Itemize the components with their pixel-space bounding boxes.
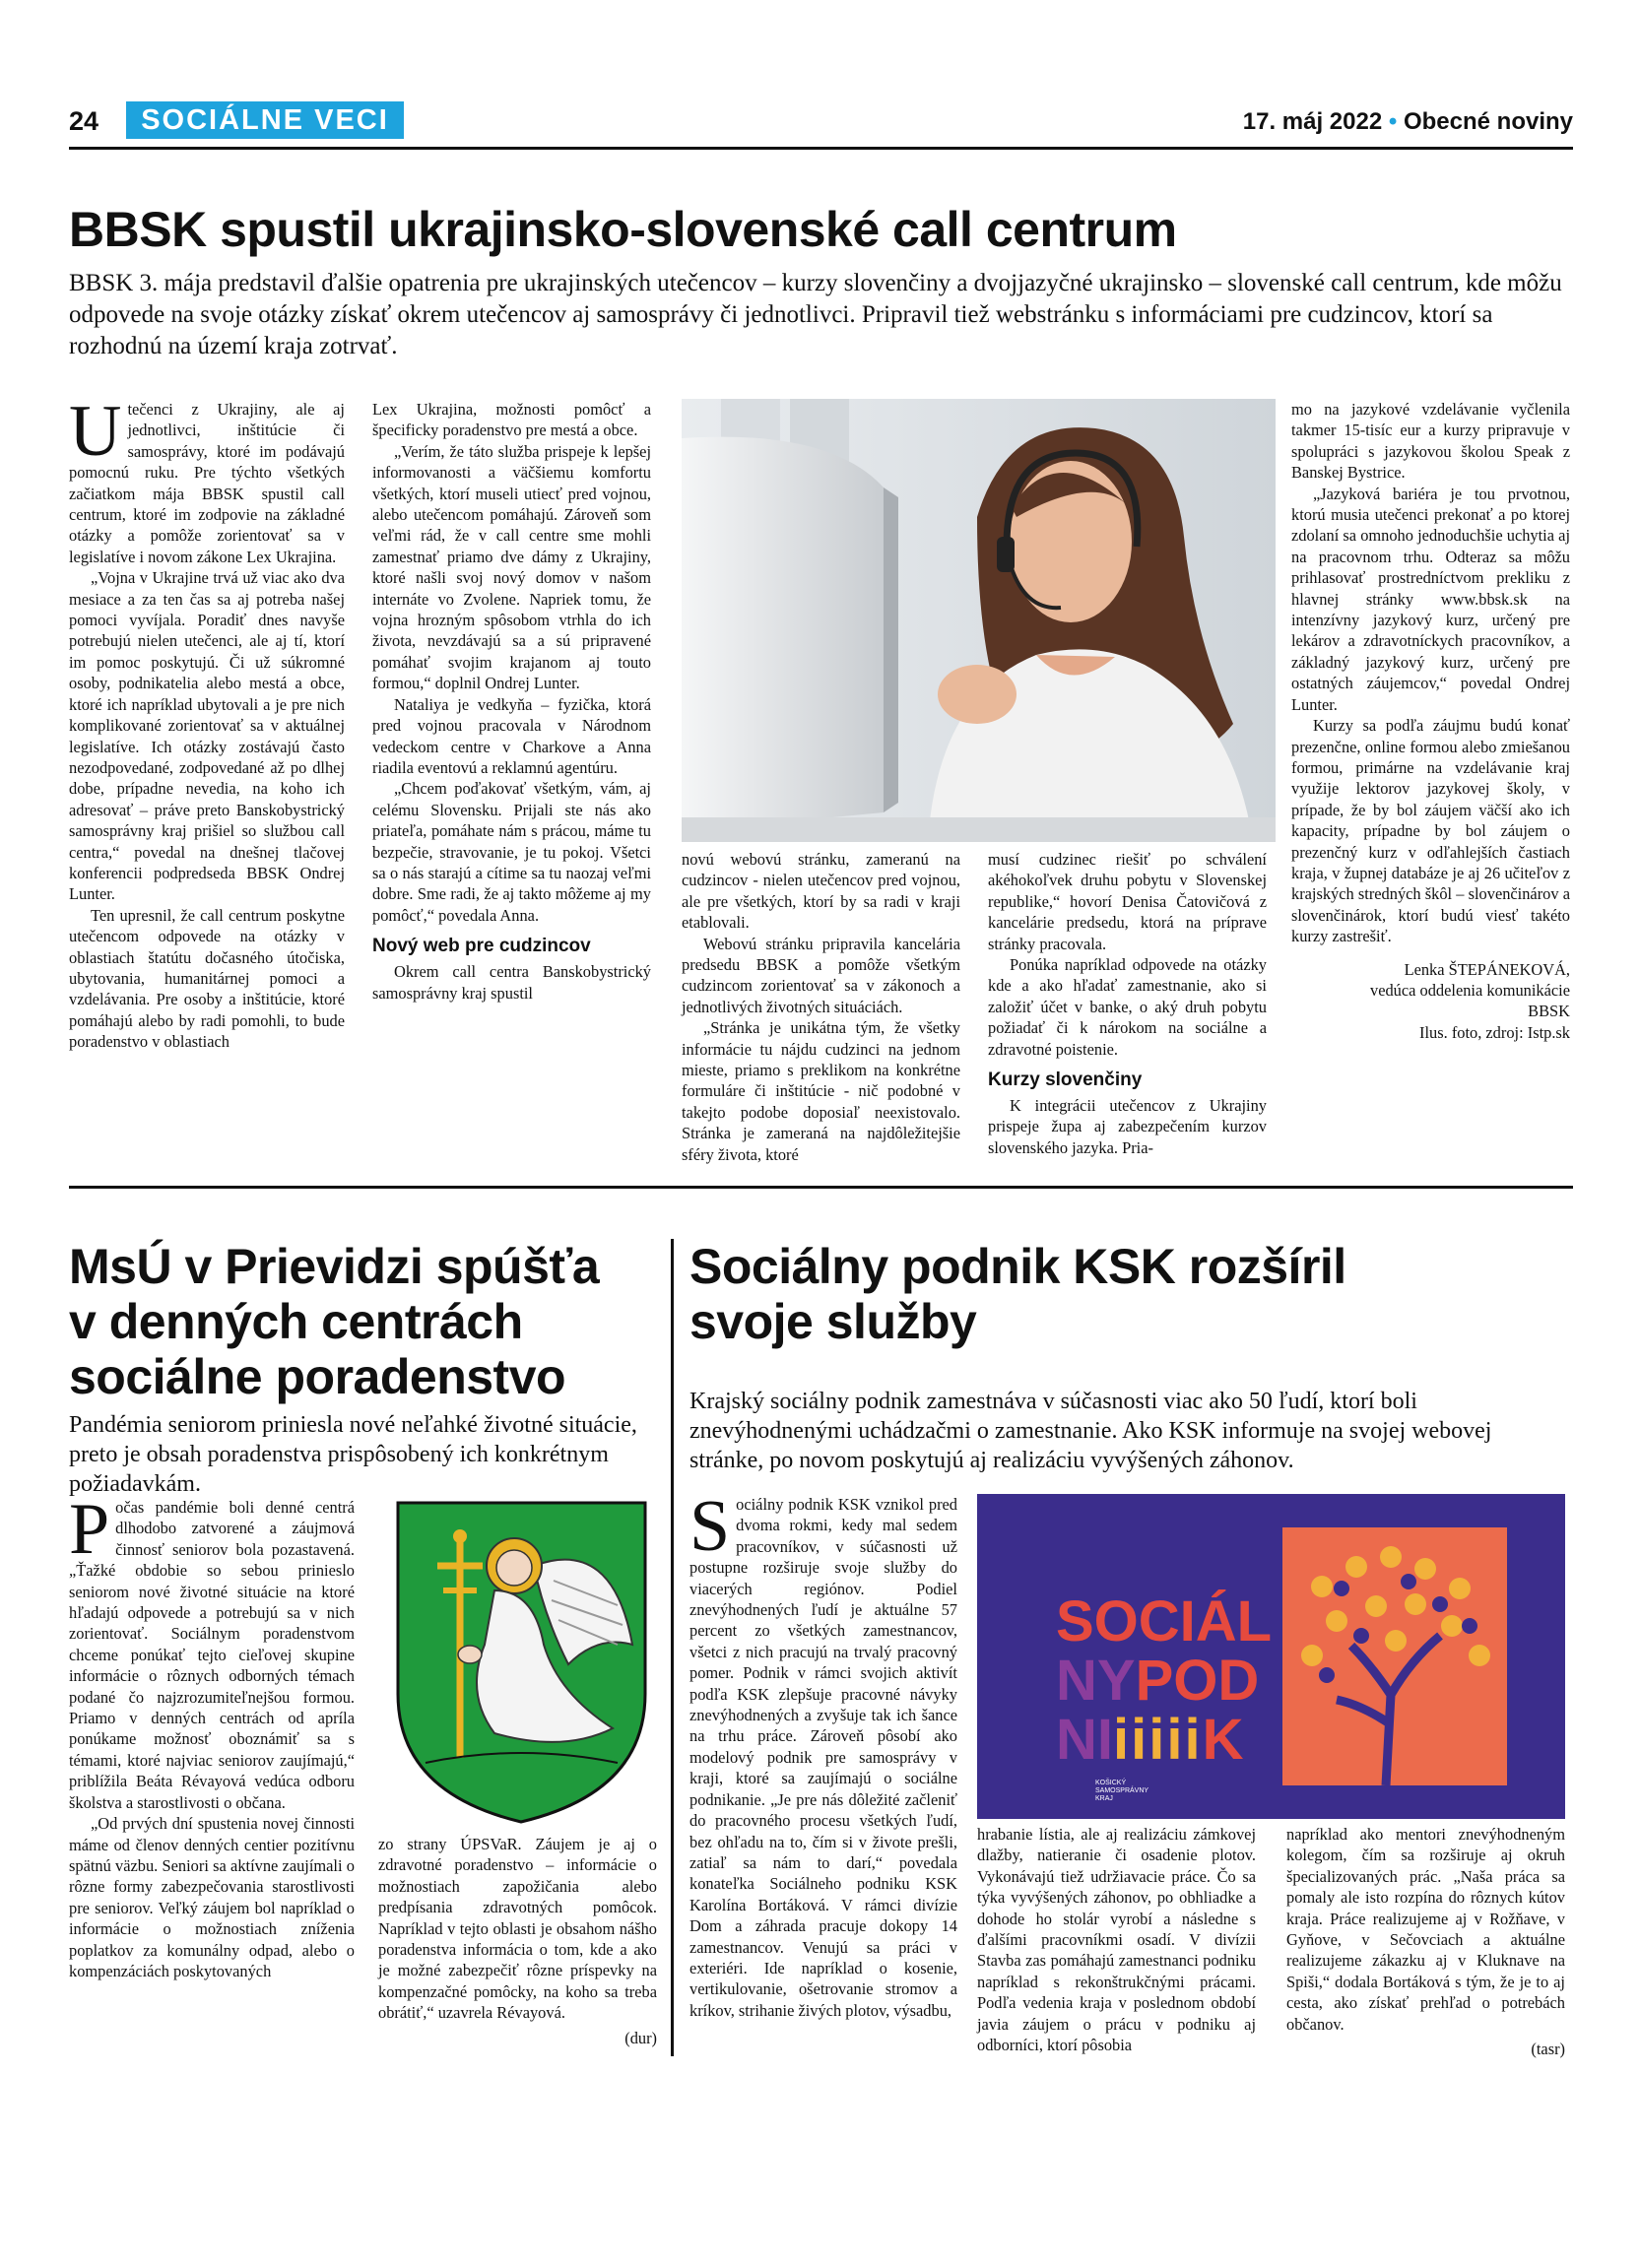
paragraph: ociálny podnik KSK vznikol pred dvoma rokmi, kedy mal sedem pracovníkov, v súčasnosti už postupne rozširuje svoje služby do viacerých regiónov. Podiel znevýhodnených ľudí je aktuálne 57 percent zo všetkých zamestnancov, všetci z nich pracujú na trvalý pracovný pomer. Podnik v rámci svojich aktivít podľa KSK zlepšuje pracovné návyky znevýhodnených a zvyšuje tak ich šance na trhu práce. Zároveň pôsobí ako modelový podnik pre samosprávy v kraji, ktoré sa zaujímajú o sociálne podnikanie. „Je pre nás dôležité začleniť do pracovného procesu všetkých ľudí, bez ohľadu na to, čím si v živote prešli, zatiaľ sa nám to darí,“ povedala konateľka Sociálneho podniku KSK Karolína Bortáková. V rámci divízie Dom a záhrada pracuje dokopy 14 zamestnancov. Venujú sa práci v exteriéri. Ide napríklad o kosenie, vertikulovanie, ošetrovanie stromov a kríkov, strihanie živých plotov, výsadbu,: [689, 1495, 957, 2020]
paragraph: „Stránka je unikátna tým, že všetky informácie tu nájdu cudzinci na jednom mieste, priamo s preklikom na konkrétne formuláre či inštitúcie - nič podobné v takejto podobe doposiaľ neexistovalo. Stránka je zameraná na najdôležitejšie sféry života, ktoré: [682, 1018, 960, 1164]
paragraph: „Verím, že táto služba prispeje k lepšej informovanosti a väčšiemu komfortu všetkých, ktorí museli utiecť pred vojnou, alebo utečencom pomáhajú. Zároveň som veľmi rád, že v call centre sme mohli zamestnať priamo dve dámy z Ukrajiny, ktoré našli svoj nový domov v našom internáte vo Zvolene. Napriek tomu, že vojna hrozným spôsobom vtrhla do ich života, nevzdávajú sa a sú pripravené pomáhať svojim krajanom aj touto formou,“ doplnil Ondrej Lunter.: [372, 441, 651, 693]
logo-line: SOCIÁL: [1056, 1589, 1273, 1653]
paragraph: tečenci z Ukrajiny, ale aj jednotlivci, inštitúcie či samosprávy, ktoré im podávajú pomocnú ruku. Pre týchto všetkých začiatkom mája BBSK spustil call centrum, ktoré im zodpovie na základné otázky a pomôže zorientovať sa v legislatíve i novom zákone Lex Ukrajina.: [69, 400, 345, 566]
section-label: SOCIÁLNE VECI: [126, 101, 404, 139]
paragraph: „Od prvých dní spustenia novej činnosti máme od členov denných centier pozitívnu spätnú väzbu. Seniori sa aktívne zaujímali o rôzne formy zabezpečovania starostlivosti pre seniorov. Veľký záujem bol napríklad o informácie o možnostiach zníženia poplatkov za komunálny odpad, alebo o kompenzáciách poskytovaných: [69, 1814, 355, 1980]
article3-title: [689, 1239, 1566, 1349]
prievidza-coat-of-arms: [386, 1497, 657, 1827]
paragraph: očas pandémie boli denné centrá dlhodobo zatvorené a záujmová činnosť seniorov bola pozastavená. „Ťažké obdobie so sebou prinieslo seniorom nové životné situácie na ktoré hľadajú odpovede a potrebujú sa v nich zorientovať. Sociálnym poradenstvom chceme ponúkať tejto cieľovej skupine informácie o rôznych odborných témach podané čo najzrozumiteľnejšou formou. Priamo v denných centrách od apríla ponúkame možnosť oboznámiť sa s témami, ktoré najviac seniorov zaujímajú,“ priblížila Beáta Révayová vedúca odboru školstva a starostlivosti o občana.: [69, 1498, 355, 1812]
subheading: Nový web pre cudzincov: [372, 936, 591, 957]
title-line: sociálne poradenstvo: [69, 1349, 566, 1404]
article1-lead: BBSK 3. mája predstavil ďalšie opatrenia pre ukrajinských utečencov – kurzy slovenčiny a dvojjazyčné ukrajinsko – slovenské call centrum, kde môžu odpovede na svoje otázky získať okrem utečencov aj samosprávy či jednotlivci. Pripravil tiež webstránku s informáciami pre cudzincov, ktorí sa rozhodnú na území kraja zotrvať.: [69, 270, 1562, 359]
article1-title: BBSK spustil ukrajinsko-slovenské call centrum: [69, 202, 1177, 257]
title-line: Sociálny podnik KSK rozšíril: [689, 1239, 1346, 1294]
paragraph: novú webovú stránku, zameranú na cudzincov - nielen utečencov pred vojnou, ale pre všetkých, ktorí by sa radi v kraji etablovali.: [682, 850, 960, 933]
article1-column-4: [988, 849, 1267, 1158]
article3-lead: Krajský sociálny podnik zamestnáva v súčasnosti viac ako 50 ľudí, ktorí boli znevýhodnenými uchádzačmi o zamestnanie. Ako KSK informuje na svojej webovej stránke, po novom poskytujú aj realizáciu vyvýšených záhonov.: [689, 1389, 1492, 1473]
drop-cap: S: [689, 1486, 731, 1567]
title-line: svoje služby: [689, 1294, 977, 1349]
paragraph: Ten upresnil, že call centrum poskytne utečencom odpovede na otázky v oblastiach štatútu dočasného útočiska, ubytovania, humanitárnej pomoci a vzdelávania. Pre osoby a inštitúcie, ktoré pomáhajú alebo by radi pomohli, to bude poradenstvo v oblastiach: [69, 905, 345, 1052]
section-divider: [69, 1186, 1573, 1189]
drop-cap: P: [69, 1489, 110, 1570]
column-divider: [671, 1239, 674, 2056]
issue-date: 17. máj 2022: [1242, 108, 1383, 135]
paragraph: napríklad ako mentori znevýhodneným kolegom, čím sa rozširuje aj okruh špecializovaných prác. „Naša práca sa pomaly ale isto rozpína do rôznych kútov kraja. Práce realizujeme aj v Rožňave, v Gyňove, v Sečovciach a aktuálne realizujeme zákazku aj v Kluknave na Spiši,“ dodala Bortáková s tým, že je to aj cesta, ako získať prehľad o potrebách občanov.: [1286, 1825, 1565, 2034]
article1-column-3: [682, 849, 960, 1165]
paragraph: zo strany ÚPSVaR. Záujem je aj o zdravotné poradenstvo – informácie o možnostiach zapožičania alebo predpísania zdravotných pomôcok. Napríklad v tejto oblasti je obsahom nášho poradenstva informácia o tom, kde a ako je možné zabezpečiť rôzne príspevky na kompenzačné pomôcky, na koho sa treba obrátiť,“ uzavrela Révayová.: [378, 1835, 657, 2023]
paragraph: „Vojna v Ukrajine trvá už viac ako dva mesiace a za ten čas sa aj potreba našej pomoci vyvíjala. Poradiť dnes navyše potrebujú nielen utečenci, ale aj tí, ktorí im pomoc poskytujú. Či už súkromné osoby, podnikatelia alebo mestá a obce, ktoré ich napríklad ubytovali a je pre nich komplikované zorientovať sa v aktuálnej legislatíve. Ich otázky zostávajú často nezodpovedané, zodpovedané až po dlhej dobe, prípadne nevedia, na koho ich adresovať – práve preto Banskobystrický samosprávny kraj prišiel so službou call centra,“ povedal na dnešnej tlačovej konferencii podpredseda BBSK Ondrej Lunter.: [69, 568, 345, 904]
article2-column-2: [378, 1834, 657, 2048]
paragraph: hrabanie lístia, ale aj realizáciu zámkovej dlažby, natieranie či osadenie plotov. Vykonávajú tiež udržiavacie práce. Čo sa týka vyvýšených záhonov, po obhliadke a dohode ho stolár vyrobí a následne s ďalšími pracovníkmi osadí. V divízii Stavba zas pomáhajú zamestnanci podniku napríklad s rekonštrukčnými prácami. Podľa vedenia kraja v poslednom období javia záujem o prácu v podniku aj odborníci, ktorí pôsobia: [977, 1825, 1256, 2055]
author-name: Lenka ŠTEPÁNEKOVÁ,: [1404, 959, 1570, 979]
separator-dot: •: [1388, 108, 1398, 135]
issue-info: [1243, 108, 1573, 136]
photo-credit: Ilus. foto, zdroj: Istp.sk: [1419, 1022, 1570, 1042]
article1-column-2: [372, 399, 651, 1004]
article1-column-1: [69, 391, 345, 1053]
header-rule: [69, 147, 1573, 150]
source-tag: (tasr): [1531, 2040, 1565, 2059]
logo-line: NIiiiiiK: [1056, 1708, 1244, 1772]
paragraph: Webovú stránku pripravila kancelária predsedu BBSK a pomôže všetkým cudzincom zorientovať sa v zákonoch a jednotlivých životných situáciách.: [682, 934, 960, 1016]
logo-wordmark: [1056, 1589, 1273, 1772]
article2-title: [69, 1239, 660, 1404]
paragraph: Nataliya je vedkyňa – fyzička, ktorá pred vojnou pracovala v Národnom vedeckom centre v Charkove a Anna riadila eventovú a reklamnú agentúru.: [372, 694, 651, 777]
tree-of-hands-icon: [1282, 1527, 1507, 1785]
socialny-podnik-logo: [977, 1494, 1565, 1819]
subheading: Kurzy slovenčiny: [988, 1069, 1143, 1091]
paragraph: mo na jazykové vzdelávanie vyčlenila takmer 15-tisíc eur a kurzy pripravuje v spolupráci s jazykovou školou Speak z Banskej Bystrice.: [1291, 400, 1570, 483]
logo-tree-panel: [1282, 1527, 1507, 1785]
logo-line: NYPOD: [1056, 1649, 1260, 1713]
author-org: BBSK: [1528, 1002, 1570, 1021]
paragraph: K integrácii utečencov z Ukrajiny prispeje župa aj zabezpečením kurzov slovenského jazyka. Pria-: [988, 1096, 1267, 1157]
article3-column-2: [977, 1824, 1256, 2055]
article2-lead: Pandémia seniorom priniesla nové neľahké životné situácie, preto je obsah poradenstva prispôsobený ich konkrétnym požiadavkám.: [69, 1412, 637, 1497]
article3-column-1: [689, 1486, 957, 2021]
article3-column-3: [1286, 1824, 1565, 2059]
paragraph: „Jazyková bariéra je tou prvotnou, ktorú musia utečenci prekonať a po ktorej zdolaní sa omnoho jednoduchšie uchytia aj na pracovnom trhu. Odteraz sa môžu prihlasovať prostredníctvom prekliku z hlavnej stránky www.bbsk.sk na intenzívny jazykový kurz, určený pre lekárov a zdravotníckych pracovníkov, a základný jazykový kurz, určený pre ostatných záujemcov,“ povedal Ondrej Lunter.: [1291, 484, 1570, 714]
call-centre-photo: [682, 399, 1276, 842]
article2-column-1: [69, 1489, 355, 1981]
paragraph: Okrem call centra Banskobystrický samosprávny kraj spustil: [372, 962, 651, 1003]
author-initials: (dur): [624, 2028, 657, 2047]
article1-column-5: [1291, 399, 1570, 1043]
title-line: MsÚ v Prievidzi spúšťa: [69, 1239, 600, 1294]
paragraph: Lex Ukrajina, možnosti pomôcť a špecificky poradenstvo pre mestá a obce.: [372, 400, 651, 440]
title-line: v denných centrách: [69, 1294, 523, 1349]
paragraph: Kurzy sa podľa záujmu budú konať prezenčne, online formou alebo zmiešanou formou, primárne na vzdelávanie kraj využije lektorov jazykovej školy, v prípade, že by bol záujem väčší ako ich kapacity, prípadne by bol záujem o prezenčný kurz v odľahlejších častiach kraja, v župnej databáze je aj 26 učiteľov z krajských stredných škôl – slovenčinárov a slovenčinárok, ktorí budú viesť takéto kurzy zastrešiť.: [1291, 716, 1570, 946]
drop-cap: U: [69, 391, 122, 472]
coat-of-arms-icon: [386, 1497, 657, 1827]
page-number: 24: [69, 106, 99, 136]
paragraph: „Chcem poďakovať všetkým, vám, aj celému Slovensku. Prijali ste nás ako priateľa, pomáhate nám s prácou, máme tu bezpečie, stravovanie, je tu pokoj. Všetci sa o nás starajú a cítime sa tu naozaj veľmi dobre. Sme radi, že aj takto môžeme aj my pomôcť,“ povedala Anna.: [372, 779, 651, 925]
paragraph: musí cudzinec riešiť po schválení akéhokoľvek druhu pobytu v Slovenskej republike,“ hovorí Denisa Čatovičová z kancelárie predsedu, ktorá na príprave stránky pracovala.: [988, 850, 1267, 953]
paragraph: Ponúka napríklad odpovede na otázky kde a ako hľadať zamestnanie, ako si založiť účet v banke, o aký druh pobytu požiadať či k nárokom na sociálne a zdravotné poistenie.: [988, 955, 1267, 1059]
author-role: vedúca oddelenia komunikácie: [1370, 980, 1570, 1000]
headset-woman-illustration: [682, 399, 1276, 842]
logo-subtitle: KOŠICKÝ SAMOSPRÁVNY KRAJ: [1095, 1780, 1149, 1802]
publication-name: Obecné noviny: [1403, 108, 1573, 135]
